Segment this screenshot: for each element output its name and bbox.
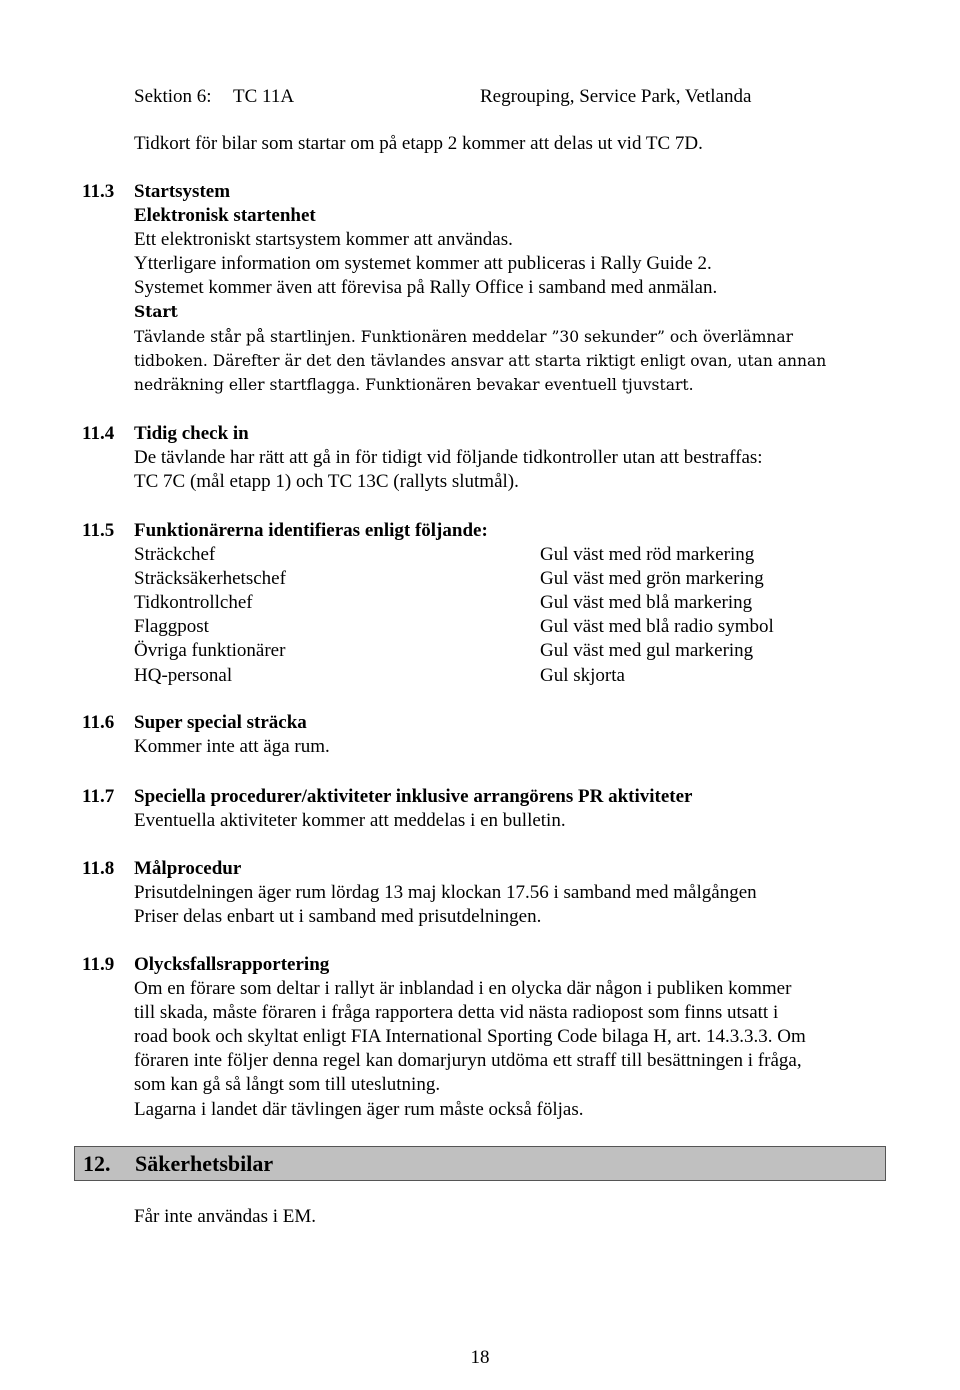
start-paragraph-line — [0, 349, 960, 373]
section-11-6 — [0, 711, 960, 759]
section-number: 11.4 — [82, 423, 115, 444]
paragraph-line — [0, 470, 960, 494]
paragraph-text: Ytterligare information om systemet kommer att publiceras i Rally Guide 2. — [134, 253, 712, 275]
section-title: Super special sträcka — [134, 712, 307, 733]
start-paragraph-text: nedräkning eller startflagga. Funktionären bevakar eventuell tjuvstart. — [134, 375, 694, 394]
official-role: Sträckchef — [134, 544, 216, 566]
paragraph-text: som kan gå så långt som till uteslutning. — [134, 1074, 441, 1096]
paragraph-text: Kommer inte att äga rum. — [134, 736, 330, 758]
paragraph-line — [0, 905, 960, 929]
paragraph-text: Eventuella aktiviteter kommer att meddelas i en bulletin. — [134, 810, 566, 832]
start-heading-line — [0, 300, 960, 324]
officials-row — [0, 615, 960, 639]
official-role: HQ-personal — [134, 664, 233, 686]
official-identification: Gul väst med röd markering — [540, 544, 755, 566]
paragraph-line — [0, 276, 960, 300]
header-description: Regrouping, Service Park, Vetlanda — [480, 86, 752, 107]
officials-row — [0, 543, 960, 567]
paragraph-text: Ett elektroniskt startsystem kommer att användas. — [134, 229, 513, 251]
paragraph-text: till skada, måste föraren i fråga rapportera detta vid nästa radiopost som finns utsatt i — [134, 1002, 779, 1024]
start-heading: Start — [134, 302, 178, 322]
paragraph-line — [0, 735, 960, 759]
section-number: 11.3 — [82, 181, 115, 202]
section-11-9 — [0, 953, 960, 1122]
section-number: 11.6 — [82, 712, 115, 733]
official-role: Tidkontrollchef — [134, 592, 253, 614]
section-header-line — [0, 85, 960, 109]
start-paragraph-line — [0, 325, 960, 349]
official-identification: Gul skjorta — [540, 664, 625, 686]
official-identification: Gul väst med gul markering — [540, 640, 754, 662]
section-11-5 — [0, 519, 960, 688]
paragraph-line — [0, 1001, 960, 1025]
section-title: Funktionärerna identifieras enligt följande: — [134, 520, 488, 541]
subheading: Elektronisk startenhet — [134, 205, 316, 227]
section-number: 11.9 — [82, 954, 115, 975]
official-identification: Gul väst med blå radio symbol — [540, 616, 774, 638]
official-role: Sträcksäkerhetschef — [134, 568, 286, 590]
chapter-heading-bar — [74, 1146, 886, 1181]
chapter-12-body — [0, 1205, 960, 1229]
section-11-7 — [0, 785, 960, 833]
paragraph-line — [0, 809, 960, 833]
header-section-label: Sektion 6: — [134, 86, 212, 107]
paragraph-line — [0, 977, 960, 1001]
section-heading — [0, 519, 960, 543]
officials-row — [0, 591, 960, 615]
intro-note — [0, 132, 960, 156]
section-heading — [0, 180, 960, 204]
start-paragraph-text: Tävlande står på startlinjen. Funktionären meddelar ”30 sekunder” och överlämnar — [134, 327, 794, 346]
header-control: TC 11A — [233, 86, 295, 107]
official-role: Flaggpost — [134, 616, 209, 638]
paragraph-text: föraren inte följer denna regel kan domarjuryn utdöma ett straff till besättningen i fråga, — [134, 1050, 802, 1072]
section-title: Olycksfallsrapportering — [134, 954, 330, 975]
paragraph-line — [0, 1049, 960, 1073]
official-identification: Gul väst med grön markering — [540, 568, 764, 590]
section-heading — [0, 857, 960, 881]
section-number: 11.8 — [82, 858, 115, 879]
paragraph-text: Lagarna i landet där tävlingen äger rum måste också följas. — [134, 1098, 584, 1120]
intro-note-line — [0, 132, 960, 156]
paragraph-line — [0, 1098, 960, 1122]
section-heading — [0, 953, 960, 977]
officials-row — [0, 567, 960, 591]
section-title: Tidig check in — [134, 423, 249, 444]
paragraph-line — [0, 1205, 960, 1229]
paragraph-text: Prisutdelningen äger rum lördag 13 maj klockan 17.56 i samband med målgången — [134, 882, 757, 904]
section-title: Speciella procedurer/aktiviteter inklusive arrangörens PR aktiviteter — [134, 786, 693, 807]
chapter-number: 12. — [83, 1151, 111, 1176]
paragraph-line — [0, 1073, 960, 1097]
section-11-8 — [0, 857, 960, 929]
subheading-line — [0, 204, 960, 228]
paragraph-text: De tävlande har rätt att gå in för tidigt vid följande tidkontroller utan att bestraffas: — [134, 447, 763, 469]
paragraph-line — [0, 1025, 960, 1049]
section-heading — [0, 422, 960, 446]
paragraph-text: Får inte användas i EM. — [134, 1206, 317, 1227]
start-paragraph-text: tidboken. Därefter är det den tävlandes ansvar att starta riktigt enligt ovan, utan annan — [134, 351, 827, 370]
paragraph-line — [0, 881, 960, 905]
section-11-3 — [0, 180, 960, 397]
paragraph-line — [0, 446, 960, 470]
start-paragraph-line — [0, 373, 960, 397]
official-role: Övriga funktionärer — [134, 640, 286, 662]
officials-row — [0, 664, 960, 688]
chapter-title: Säkerhetsbilar — [135, 1151, 274, 1176]
page-number: 18 — [470, 1347, 490, 1368]
section-header — [0, 85, 960, 109]
section-heading — [0, 711, 960, 735]
section-number: 11.5 — [82, 520, 115, 541]
section-title: Målprocedur — [134, 858, 242, 879]
section-heading — [0, 785, 960, 809]
section-11-4 — [0, 422, 960, 494]
paragraph-line — [0, 228, 960, 252]
official-identification: Gul väst med blå markering — [540, 592, 753, 614]
section-number: 11.7 — [82, 786, 115, 807]
officials-row — [0, 639, 960, 663]
paragraph-text: TC 7C (mål etapp 1) och TC 13C (rallyts slutmål). — [134, 471, 519, 493]
paragraph-line — [0, 252, 960, 276]
paragraph-text: Systemet kommer även att förevisa på Rally Office i samband med anmälan. — [134, 277, 718, 299]
paragraph-text: Om en förare som deltar i rallyt är inblandad i en olycka där någon i publiken kommer — [134, 978, 792, 1000]
paragraph-text: road book och skyltat enligt FIA International Sporting Code bilaga H, art. 14.3.3.3. Om — [134, 1026, 806, 1048]
section-title: Startsystem — [134, 181, 231, 202]
intro-note-text: Tidkort för bilar som startar om på etapp 2 kommer att delas ut vid TC 7D. — [134, 133, 703, 154]
paragraph-text: Priser delas enbart ut i samband med prisutdelningen. — [134, 906, 542, 928]
